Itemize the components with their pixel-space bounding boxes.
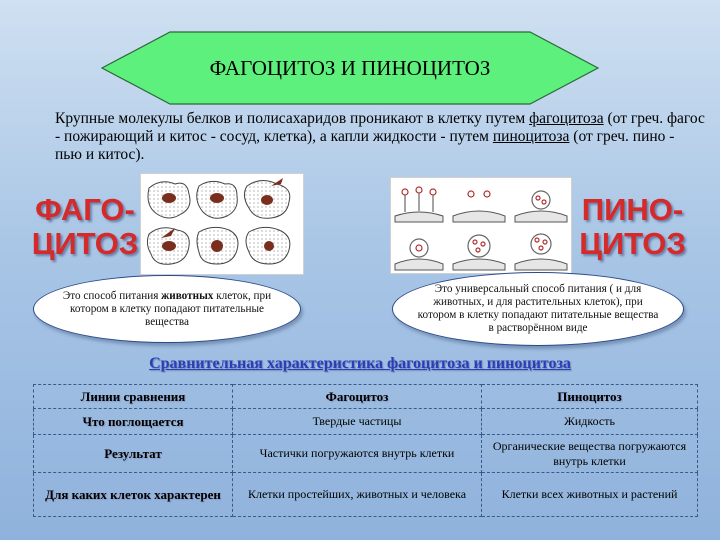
- table-cell: Клетки простейших, животных и человека: [233, 473, 482, 517]
- phagocytosis-description-text: [56, 290, 278, 329]
- phagocytosis-label: [30, 193, 140, 261]
- phagocytosis-label-line1: ФАГО-: [35, 192, 135, 227]
- pinocytosis-label: [575, 193, 690, 261]
- row-label: Что поглощается: [34, 409, 233, 435]
- intro-term-pinocytosis: пиноцитоза: [492, 128, 570, 145]
- phago-desc-text-1: Это способ питания: [62, 289, 162, 302]
- comparison-table: [33, 384, 698, 517]
- table-cell: Органические вещества погружаются внутрь клетки: [482, 435, 698, 473]
- table-cell: Твердые частицы: [233, 409, 482, 435]
- pinocytosis-illustration: [390, 177, 572, 274]
- intro-text-2: (от греч. фагос - пожирающий и китос - сосуд, клетка), а капли жидкости - путем: [55, 110, 705, 145]
- table-row: [34, 409, 698, 435]
- table-cell: Клетки всех животных и растений: [482, 473, 698, 517]
- amoeba-cells-image: [141, 174, 303, 274]
- title-banner: [100, 30, 600, 106]
- intro-text-1: Крупные молекулы белков и полисахаридов проникают в клетку путем: [55, 110, 530, 127]
- phago-desc-bold: животных: [161, 289, 214, 302]
- intro-paragraph: [55, 110, 705, 164]
- header-criteria: Линии сравнения: [34, 385, 233, 409]
- table-header-row: [34, 385, 698, 409]
- phagocytosis-description: [33, 275, 301, 343]
- table-cell: Частички погружаются внутрь клетки: [233, 435, 482, 473]
- page-title: ФАГОЦИТОЗ И ПИНОЦИТОЗ: [209, 55, 491, 80]
- phagocytosis-label-line2: ЦИТОЗ: [31, 226, 139, 261]
- intro-term-phagocytosis: фагоцитоза: [529, 110, 604, 127]
- table-row: [34, 435, 698, 473]
- row-label: Для каких клеток характерен: [34, 473, 233, 517]
- phagocytosis-illustration: [140, 173, 304, 275]
- table-cell: Жидкость: [482, 409, 698, 435]
- intro-text-3: (от греч. пино - пью и китос).: [55, 128, 675, 163]
- pinocytosis-description: [392, 272, 684, 346]
- table-row: [34, 473, 698, 517]
- pinocytosis-description-text: Это универсальный способ питания ( и для животных, и для растительных клеток), при котором в клетку попадают питательные вещества в растворённом виде: [417, 283, 659, 334]
- header-pinocytosis: Пиноцитоз: [482, 385, 698, 409]
- row-label: Результат: [34, 435, 233, 473]
- pinocytosis-label-line2: ЦИТОЗ: [579, 226, 686, 261]
- comparison-title: Сравнительная характеристика фагоцитоза и пиноцитоза: [149, 355, 571, 372]
- pinocytosis-label-line1: ПИНО-: [581, 192, 684, 227]
- header-phagocytosis: Фагоцитоз: [233, 385, 482, 409]
- phago-desc-text-2: клеток, при котором в клетку попадают питательные вещества: [70, 289, 272, 328]
- pinocytosis-stages-image: [391, 178, 571, 273]
